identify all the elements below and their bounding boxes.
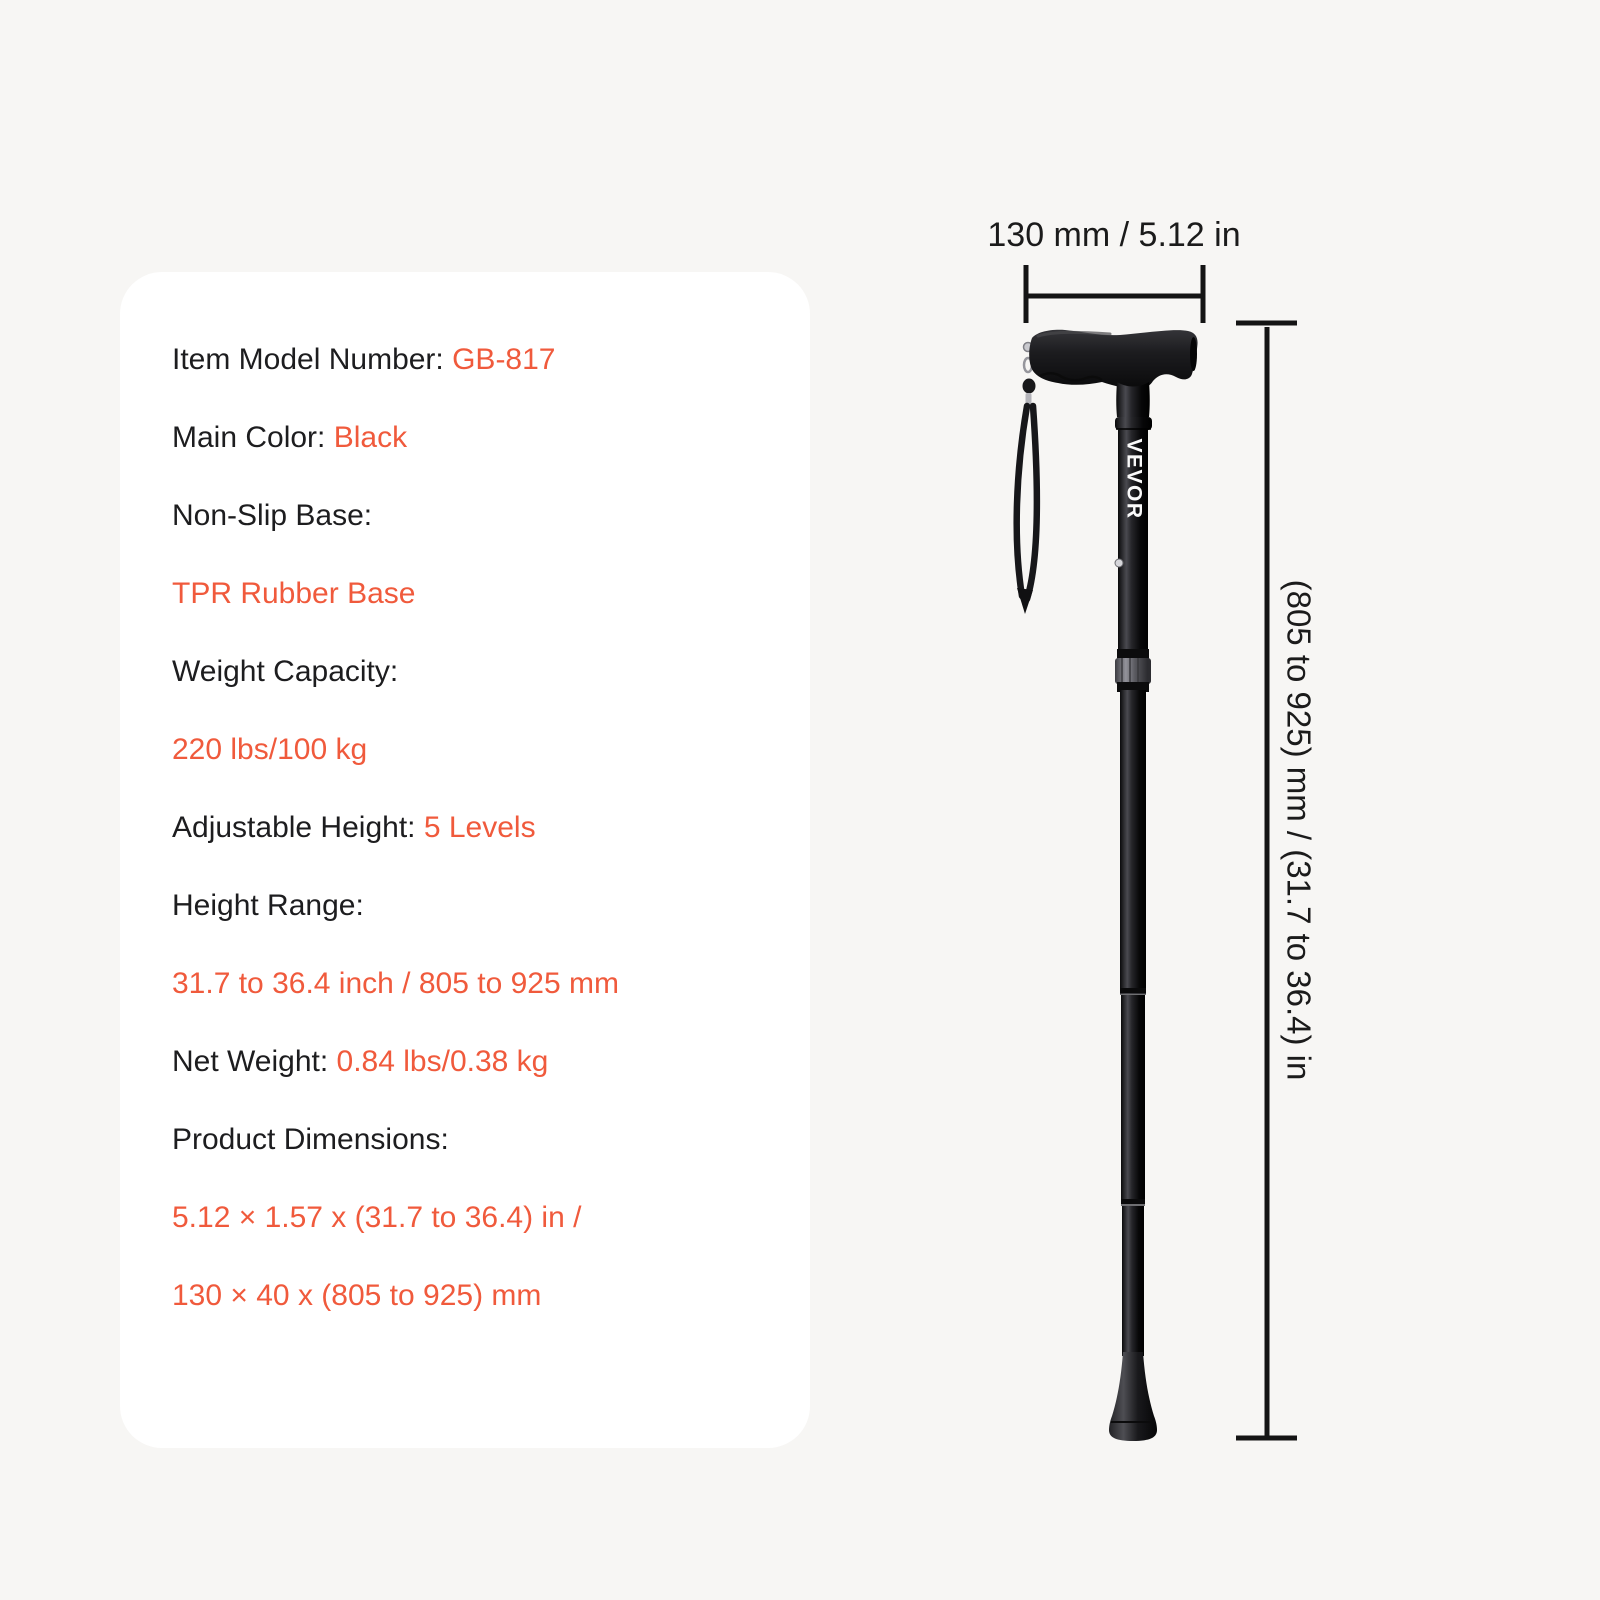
spec-label: Weight Capacity:	[172, 655, 399, 688]
spec-label: Product Dimensions:	[172, 1123, 449, 1156]
spec-value: 5 Levels	[423, 811, 536, 844]
spec-value: 0.84 lbs/0.38 kg	[336, 1045, 549, 1078]
spec-row-height-range-value	[172, 969, 780, 999]
spec-value: 31.7 to 36.4 inch / 805 to 925 mm	[172, 967, 619, 1000]
spec-row-capacity-value	[172, 735, 780, 765]
spec-value: Black	[333, 421, 408, 454]
spec-row-base-value	[172, 579, 780, 609]
strap-bead	[1023, 379, 1036, 394]
spec-label: Main Color:	[172, 421, 334, 454]
width-dimension-line	[1026, 265, 1203, 323]
spec-label: Net Weight:	[172, 1045, 337, 1078]
spec-label: Non-Slip Base:	[172, 499, 373, 532]
handle-bell-opening	[1190, 337, 1197, 371]
spec-row-dimensions-label	[172, 1125, 780, 1155]
spec-row-base-label	[172, 501, 780, 531]
spec-card	[120, 272, 810, 1448]
cane-shaft	[1115, 430, 1151, 1356]
adjustment-collar	[1115, 649, 1151, 692]
cane-figure	[940, 190, 1360, 1460]
brand-text: VEVOR	[1122, 438, 1146, 520]
spec-row-height-range-label	[172, 891, 780, 921]
width-dimension-label: 130 mm / 5.12 in	[987, 216, 1241, 254]
spec-row-color	[172, 423, 780, 453]
spec-row-net-weight	[172, 1047, 780, 1077]
spec-row-dimensions-mm	[172, 1281, 780, 1311]
rubber-tip	[1109, 1352, 1157, 1441]
spec-value: 5.12 × 1.57 x (31.7 to 36.4) in /	[172, 1201, 582, 1234]
spec-row-adjustable-height	[172, 813, 780, 843]
spec-label: Adjustable Height:	[172, 811, 424, 844]
spec-row-model	[172, 345, 780, 375]
spec-value: 130 × 40 x (805 to 925) mm	[172, 1279, 542, 1312]
spec-value: TPR Rubber Base	[172, 577, 416, 610]
shaft-joint	[1121, 1199, 1145, 1205]
wrist-strap	[1017, 343, 1037, 615]
cane-handle	[1029, 330, 1197, 430]
adjustment-pin	[1115, 559, 1123, 567]
spec-row-dimensions-in	[172, 1203, 780, 1233]
spec-row-capacity-label	[172, 657, 780, 687]
spec-label: Item Model Number:	[172, 343, 453, 376]
spec-value: 220 lbs/100 kg	[172, 733, 368, 766]
height-dimension-label: (805 to 925) mm / (31.7 to 36.4) in	[1280, 579, 1318, 1081]
spec-label: Height Range:	[172, 889, 364, 922]
spec-value: GB-817	[452, 343, 556, 376]
